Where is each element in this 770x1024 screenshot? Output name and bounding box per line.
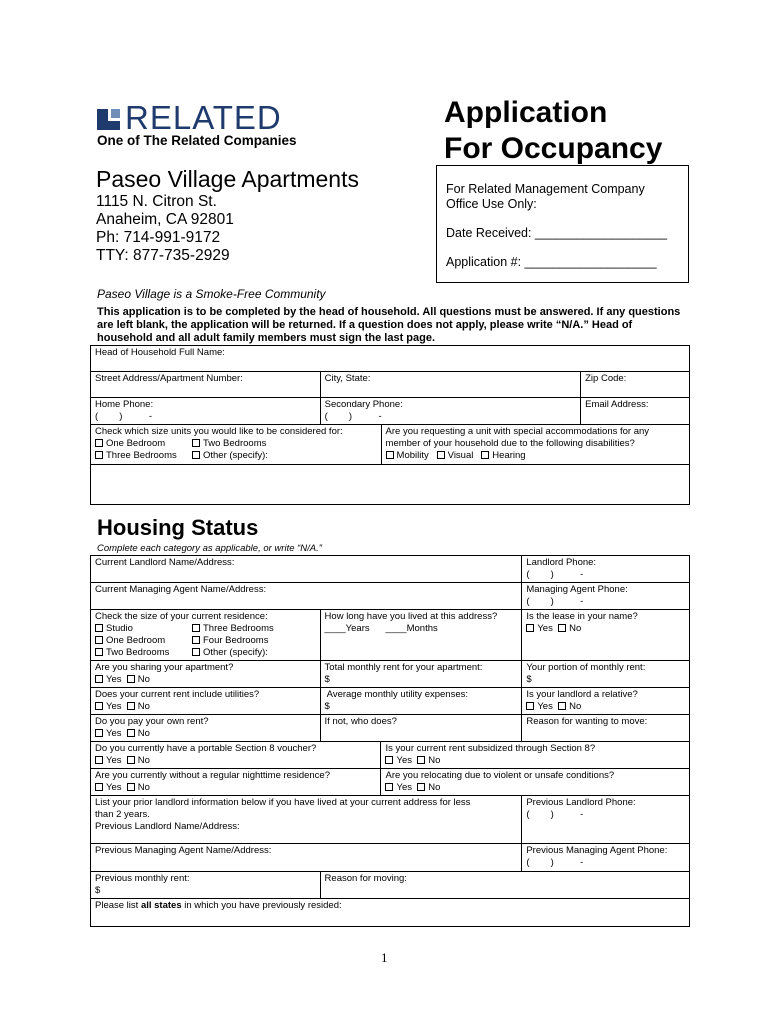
- instructions: This application is to be completed by the head of household. All questions must be answered. If any questions are left blank, the application will be returned. If a question does not apply, please write “N/A.” Head of household and all adult family members must sign the last page.: [97, 306, 681, 344]
- yes-label: Yes: [106, 728, 122, 739]
- checkbox-icon[interactable]: [192, 439, 200, 447]
- logo-text: RELATED: [125, 99, 282, 136]
- field-label: Reason for wanting to move:: [526, 716, 648, 727]
- checkbox-icon[interactable]: [417, 783, 425, 791]
- checkbox-icon[interactable]: [95, 729, 103, 737]
- no-label: No: [137, 674, 150, 685]
- states-label-post: in which you have previously resided:: [181, 900, 342, 911]
- property-city: Anaheim, CA 92801: [96, 211, 234, 228]
- checkbox-icon[interactable]: [95, 648, 103, 656]
- sharing-question: [91, 661, 321, 688]
- office-use-line2: Office Use Only:: [446, 197, 537, 211]
- option-label: Hearing: [492, 450, 526, 461]
- field-label: Reason for moving:: [324, 873, 407, 884]
- office-use-line1: For Related Management Company: [446, 182, 645, 196]
- field-label: Home Phone:: [95, 399, 154, 410]
- field-label: Landlord Phone:: [526, 557, 597, 568]
- checkbox-icon[interactable]: [385, 783, 393, 791]
- field-label: Is the lease in your name?: [526, 611, 638, 622]
- housing-status-table: [90, 555, 690, 927]
- yes-label: Yes: [106, 755, 122, 766]
- no-label: No: [569, 701, 582, 712]
- option-label: Two Bedrooms: [106, 647, 170, 658]
- field-label: Managing Agent Phone:: [526, 584, 628, 595]
- how-long-field[interactable]: [320, 610, 522, 661]
- previous-landlord-field[interactable]: [91, 796, 522, 844]
- dollar-sign: $: [324, 701, 330, 712]
- field-label: Previous Managing Agent Phone:: [526, 845, 668, 856]
- field-label: Do you pay your own rent?: [95, 716, 209, 727]
- checkbox-icon[interactable]: [386, 451, 394, 459]
- dollar-sign: $: [324, 674, 330, 685]
- utility-expenses-field[interactable]: [320, 688, 522, 715]
- nighttime-residence-question: [91, 769, 381, 796]
- field-label: Are you currently without a regular nighttime residence?: [95, 770, 330, 781]
- prior-landlord-instruction: List your prior landlord information below if you have lived at your current address for less: [95, 797, 471, 808]
- checkbox-icon[interactable]: [558, 624, 566, 632]
- checkbox-icon[interactable]: [127, 675, 135, 683]
- previous-landlord-phone-field[interactable]: [522, 796, 690, 844]
- no-label: No: [137, 782, 150, 793]
- yes-label: Yes: [106, 701, 122, 712]
- zip-code-field[interactable]: [581, 372, 690, 398]
- reason-to-move-field[interactable]: [522, 715, 690, 742]
- checkbox-icon[interactable]: [192, 636, 200, 644]
- no-label: No: [137, 701, 150, 712]
- option-label: Studio: [106, 623, 133, 634]
- total-rent-field[interactable]: [320, 661, 522, 688]
- option-label: One Bedroom: [106, 438, 166, 449]
- states-label-pre: Please list: [95, 900, 141, 911]
- checkbox-icon[interactable]: [127, 702, 135, 710]
- own-rent-question: [91, 715, 321, 742]
- option-label: Visual: [447, 450, 474, 461]
- dollar-sign: $: [95, 885, 101, 896]
- accommodations-question: Are you requesting a unit with special accommodations for any member of your household due to the following disabilities?: [385, 426, 650, 449]
- secondary-phone-field[interactable]: [320, 398, 580, 425]
- section8-subsidy-question: [381, 742, 690, 769]
- no-label: No: [428, 755, 441, 766]
- checkbox-icon[interactable]: [127, 783, 135, 791]
- yes-label: Yes: [106, 782, 122, 793]
- checkbox-icon[interactable]: [95, 451, 103, 459]
- no-label: No: [137, 728, 150, 739]
- checkbox-icon[interactable]: [95, 756, 103, 764]
- option-label: Other (specify):: [203, 450, 268, 461]
- option-label: Two Bedrooms: [203, 438, 267, 449]
- document-title: [444, 95, 662, 167]
- checkbox-icon[interactable]: [526, 624, 534, 632]
- checkbox-icon[interactable]: [95, 636, 103, 644]
- housing-status-title: Housing Status: [97, 515, 259, 540]
- field-label: Do you currently have a portable Section 8 voucher?: [95, 743, 317, 754]
- option-label: Three Bedrooms: [106, 450, 177, 461]
- yes-label: Yes: [106, 674, 122, 685]
- field-label: Total monthly rent for your apartment:: [324, 662, 483, 673]
- checkbox-icon[interactable]: [95, 702, 103, 710]
- your-portion-field[interactable]: [522, 661, 690, 688]
- prior-landlord-instruction-cont: than 2 years.: [95, 809, 150, 820]
- yes-label: Yes: [537, 701, 553, 712]
- states-label-bold: all states: [140, 900, 182, 911]
- checkbox-icon[interactable]: [127, 756, 135, 764]
- previous-agent-phone-field[interactable]: [522, 844, 690, 872]
- field-label: Email Address:: [585, 399, 649, 410]
- previous-rent-field[interactable]: [91, 872, 321, 899]
- field-label: How long have you lived at this address?: [324, 611, 498, 622]
- title-line-2: For Occupancy: [444, 132, 663, 165]
- field-label: Current Managing Agent Name/Address:: [95, 584, 267, 595]
- unit-size-question: Check which size units you would like to be considered for:: [95, 426, 343, 437]
- checkbox-icon[interactable]: [558, 702, 566, 710]
- who-pays-field[interactable]: [320, 715, 522, 742]
- years-months-blanks: ____Years ____Months: [324, 623, 438, 634]
- field-label: Previous Landlord Phone:: [526, 797, 636, 808]
- residence-size-section: [91, 610, 321, 661]
- housing-status-subtitle: Complete each category as applicable, or write “N/A.”: [97, 543, 322, 554]
- no-label: No: [569, 623, 582, 634]
- page-number: 1: [381, 950, 388, 965]
- checkbox-icon[interactable]: [192, 648, 200, 656]
- phone-format: ( ) -: [324, 411, 382, 422]
- application-number-field[interactable]: Application #: ___________________: [446, 255, 657, 269]
- title-line-1: Application: [444, 96, 608, 129]
- phone-format: ( ) -: [526, 569, 584, 580]
- previous-agent-field[interactable]: [91, 844, 522, 872]
- checkbox-icon[interactable]: [417, 756, 425, 764]
- agent-phone-field[interactable]: [522, 583, 690, 610]
- checkbox-icon[interactable]: [95, 439, 103, 447]
- checkbox-icon[interactable]: [95, 783, 103, 791]
- checkbox-icon[interactable]: [437, 451, 445, 459]
- checkbox-icon[interactable]: [526, 702, 534, 710]
- field-label: If not, who does?: [324, 716, 397, 727]
- utilities-question: [91, 688, 321, 715]
- checkbox-icon[interactable]: [127, 729, 135, 737]
- current-agent-field[interactable]: [91, 583, 522, 610]
- field-label: Head of Household Full Name:: [95, 347, 225, 358]
- date-received-field[interactable]: Date Received: ___________________: [446, 226, 668, 240]
- option-label: Four Bedrooms: [203, 635, 269, 646]
- landlord-phone-field[interactable]: [522, 556, 690, 583]
- field-label: Street Address/Apartment Number:: [95, 373, 243, 384]
- related-logo-icon: [97, 109, 120, 130]
- tagline: One of The Related Companies: [97, 133, 297, 148]
- checkbox-icon[interactable]: [95, 624, 103, 632]
- head-of-household-name-field[interactable]: [91, 346, 690, 372]
- smoke-free-notice: Paseo Village is a Smoke-Free Community: [97, 287, 326, 301]
- option-label: Other (specify):: [203, 647, 268, 658]
- property-street: 1115 N. Citron St.: [96, 193, 217, 210]
- field-label: Your portion of monthly rent:: [526, 662, 646, 673]
- city-state-field[interactable]: [320, 372, 580, 398]
- dollar-sign: $: [526, 674, 532, 685]
- field-label: Are you sharing your apartment?: [95, 662, 234, 673]
- field-label: Does your current rent include utilities?: [95, 689, 260, 700]
- current-landlord-field[interactable]: [91, 556, 522, 583]
- accommodations-section: [381, 425, 689, 465]
- checkbox-icon[interactable]: [95, 675, 103, 683]
- household-table: [90, 345, 690, 505]
- field-label: Average monthly utility expenses:: [324, 689, 469, 700]
- field-label: Previous monthly rent:: [95, 873, 190, 884]
- option-label: Mobility: [396, 450, 429, 461]
- office-use-box: [436, 165, 689, 283]
- option-label: Three Bedrooms: [203, 623, 274, 634]
- checkbox-icon[interactable]: [192, 451, 200, 459]
- phone-format: ( ) -: [526, 809, 584, 820]
- states-resided-field[interactable]: [91, 899, 690, 927]
- checkbox-icon[interactable]: [385, 756, 393, 764]
- property-tty: TTY: 877-735-2929: [96, 247, 230, 264]
- checkbox-icon[interactable]: [481, 451, 489, 459]
- field-label: Previous Landlord Name/Address:: [95, 821, 240, 832]
- street-address-field[interactable]: [91, 372, 321, 398]
- section8-voucher-question: [91, 742, 381, 769]
- checkbox-icon[interactable]: [192, 624, 200, 632]
- field-label: Is your landlord a relative?: [526, 689, 638, 700]
- yes-label: Yes: [396, 782, 412, 793]
- residence-size-question: Check the size of your current residence:: [95, 611, 268, 622]
- field-label: Is your current rent subsidized through Section 8?: [385, 743, 596, 754]
- phone-format: ( ) -: [526, 857, 584, 868]
- household-notes-area[interactable]: [91, 465, 690, 505]
- phone-format: ( ) -: [526, 596, 584, 607]
- violent-conditions-question: [381, 769, 690, 796]
- email-field[interactable]: [581, 398, 690, 425]
- field-label: Previous Managing Agent Name/Address:: [95, 845, 272, 856]
- field-label: Are you relocating due to violent or unsafe conditions?: [385, 770, 615, 781]
- option-label: One Bedroom: [106, 635, 166, 646]
- yes-label: Yes: [396, 755, 412, 766]
- field-label: City, State:: [324, 373, 371, 384]
- unit-size-section: [91, 425, 382, 465]
- field-label: Secondary Phone:: [324, 399, 403, 410]
- phone-format: ( ) -: [95, 411, 152, 422]
- no-label: No: [137, 755, 150, 766]
- field-label: Current Landlord Name/Address:: [95, 557, 235, 568]
- property-phone: Ph: 714-991-9172: [96, 229, 221, 246]
- landlord-relative-question: [522, 688, 690, 715]
- yes-label: Yes: [537, 623, 553, 634]
- no-label: No: [428, 782, 441, 793]
- lease-question: [522, 610, 690, 661]
- field-label: Zip Code:: [585, 373, 627, 384]
- home-phone-field[interactable]: [91, 398, 321, 425]
- reason-for-moving-field[interactable]: [320, 872, 689, 899]
- property-name: Paseo Village Apartments: [96, 166, 359, 192]
